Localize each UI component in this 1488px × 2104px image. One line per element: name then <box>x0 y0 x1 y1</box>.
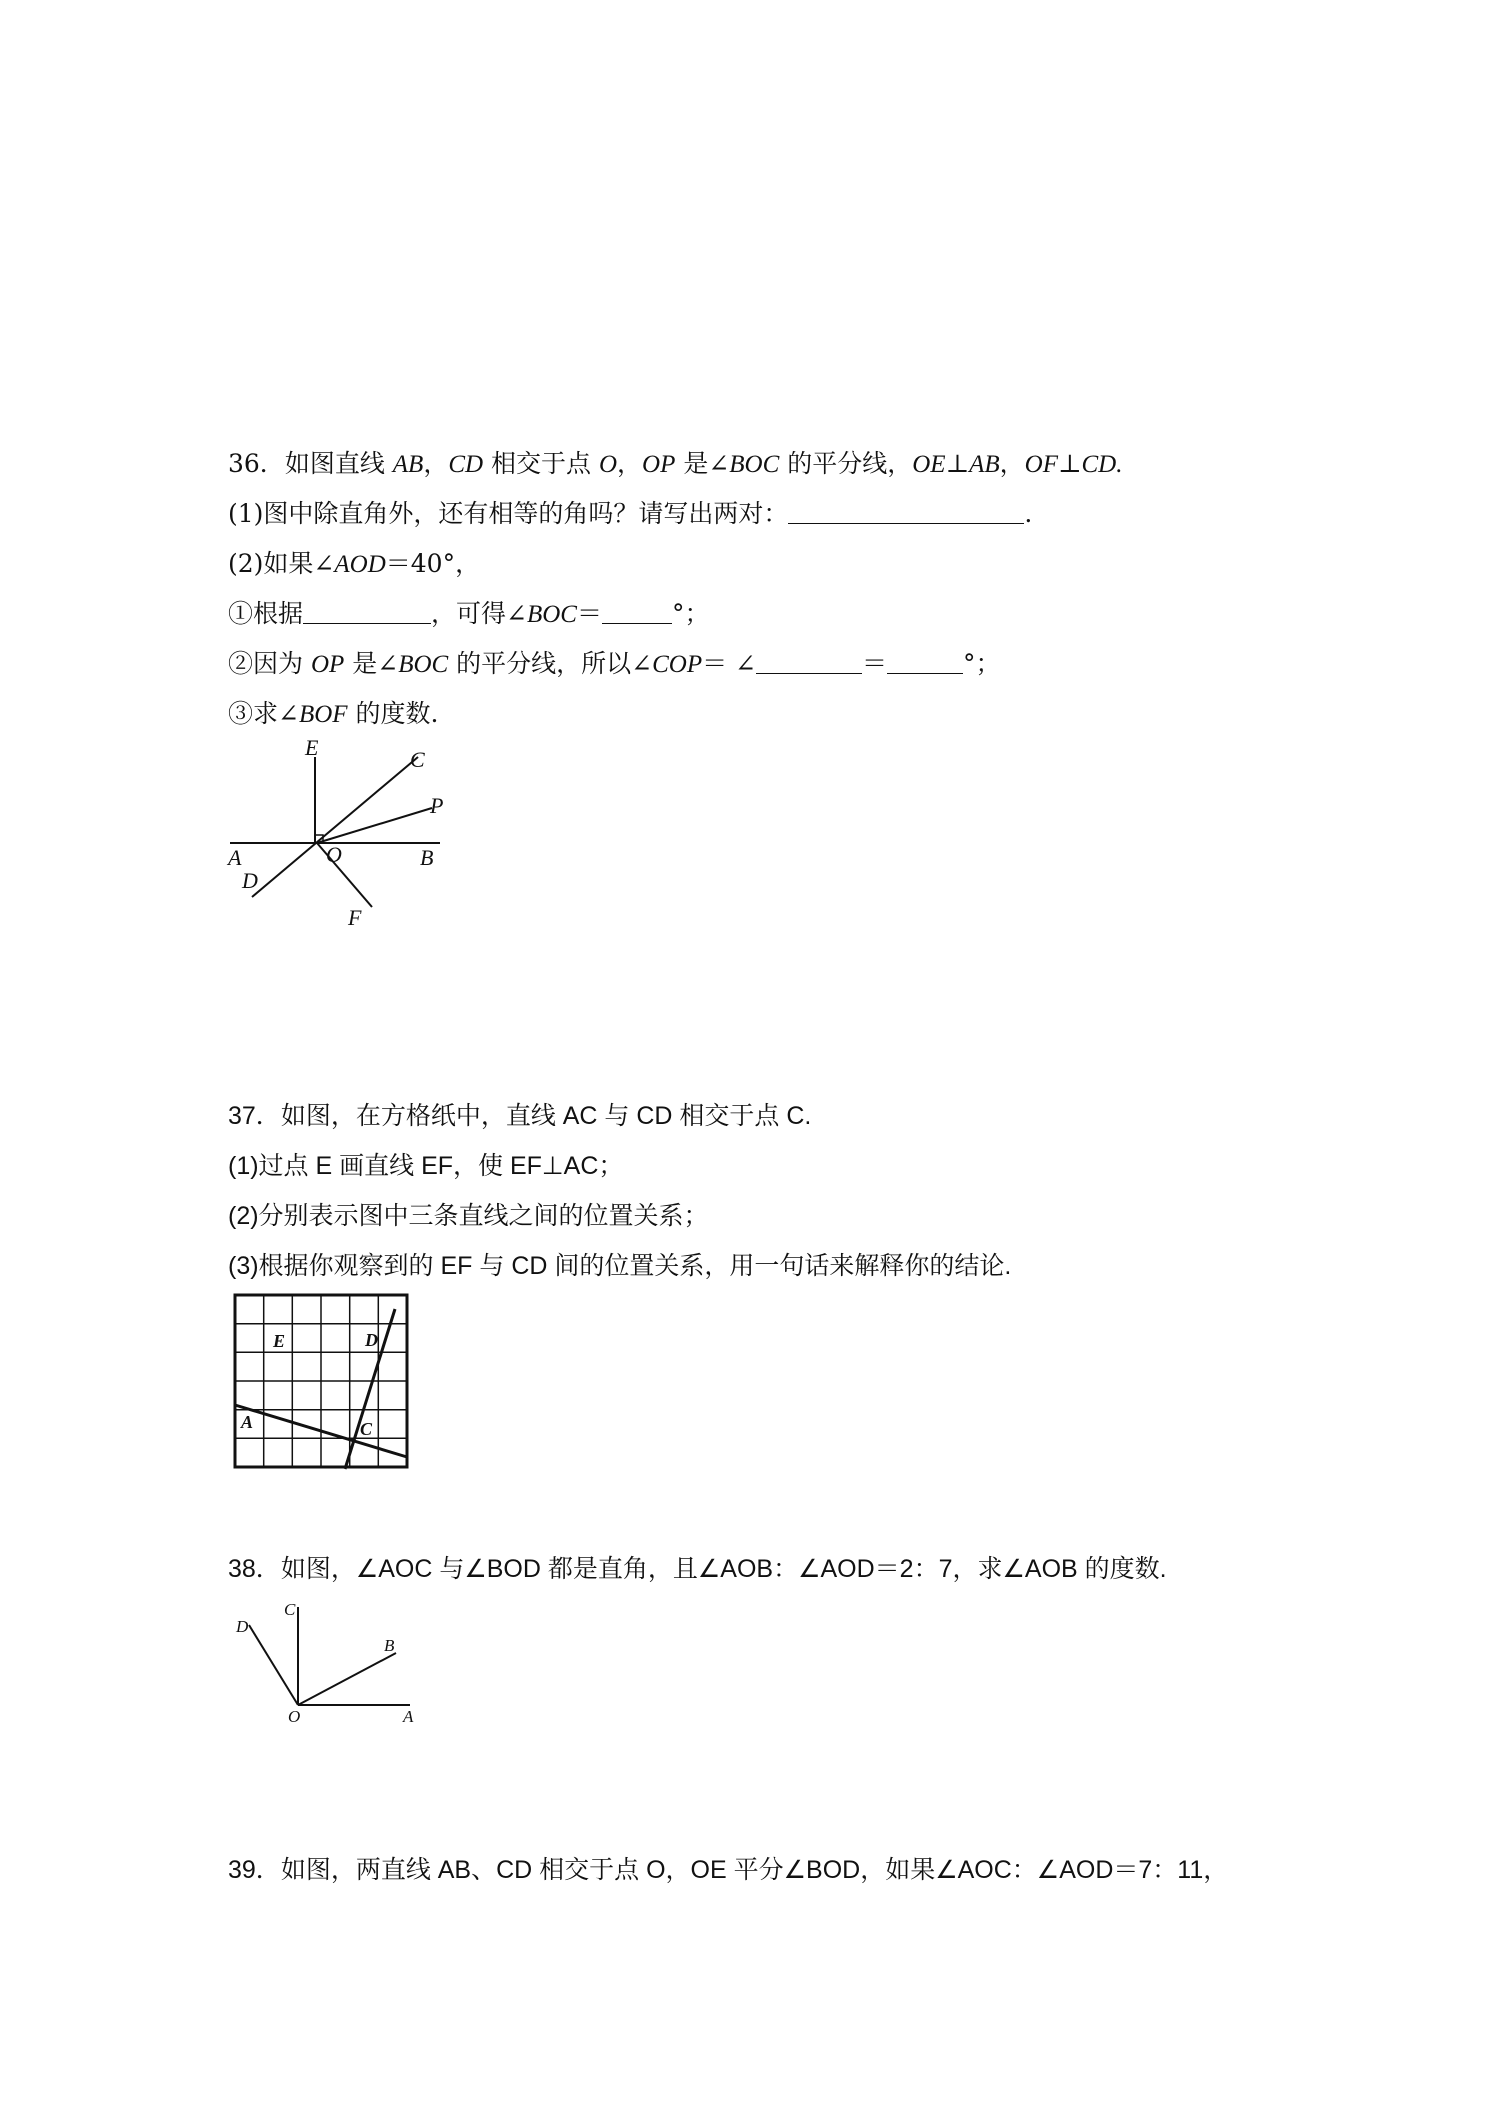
label-o: O <box>326 842 342 867</box>
label-b: B <box>384 1636 395 1655</box>
label-c: C <box>284 1600 296 1619</box>
answer-blank[interactable] <box>788 501 1024 524</box>
q37-stem: 37．如图，在方格纸中，直线 AC 与 CD 相交于点 C. <box>228 1102 812 1130</box>
q36-part2-3: ③求∠BOF 的度数. <box>228 699 439 728</box>
label-d: D <box>365 1330 378 1350</box>
q39-number: 39． <box>228 1856 281 1884</box>
answer-blank[interactable] <box>887 651 963 674</box>
q37-part2: (2)分别表示图中三条直线之间的位置关系； <box>228 1202 709 1230</box>
label-e: E <box>305 735 319 760</box>
line-cd <box>252 757 418 897</box>
q38-number: 38． <box>228 1555 281 1583</box>
label-c: C <box>360 1419 373 1439</box>
label-a: A <box>228 845 242 870</box>
q37-part3: (3)根据你观察到的 EF 与 CD 间的位置关系，用一句话来解释你的结论. <box>228 1252 1012 1280</box>
q36-number: 36． <box>228 449 285 478</box>
label-p: P <box>430 793 444 818</box>
answer-blank[interactable] <box>303 601 431 624</box>
ray-ob <box>298 1653 396 1705</box>
q36-part2: (2)如果∠AOD＝40°， <box>228 549 481 578</box>
q37-grid-figure <box>233 1293 413 1473</box>
q37-number: 37． <box>228 1102 281 1130</box>
q37-part1: (1)过点 E 画直线 EF，使 EF⊥AC； <box>228 1152 624 1180</box>
label-d: D <box>236 1617 249 1636</box>
q36-part2-1: ①根据 ，可得∠BOC＝ °； <box>228 599 710 628</box>
label-e: E <box>273 1331 286 1351</box>
label-c: C <box>410 747 425 772</box>
label-f: F <box>348 905 362 930</box>
label-d: D <box>242 868 258 893</box>
answer-blank[interactable] <box>602 601 672 624</box>
grid-lines <box>235 1295 407 1467</box>
ray-od <box>249 1625 298 1705</box>
answer-blank[interactable] <box>756 651 862 674</box>
q39-stem: 39．如图，两直线 AB、CD 相交于点 O，OE 平分∠BOD，如果∠AOC：∠AOD＝7：11， <box>228 1856 1229 1884</box>
q38-figure <box>230 1595 420 1735</box>
ray-op <box>317 808 432 843</box>
q36-figure <box>220 735 460 935</box>
label-a: A <box>403 1707 414 1726</box>
q36-stem: 36．如图直线 AB，CD 相交于点 O，OP 是∠BOC 的平分线，OE⊥AB，OF⊥CD. <box>228 449 1123 478</box>
q36-part1: (1)图中除直角外，还有相等的角吗？请写出两对： . <box>228 499 1033 528</box>
q38-stem: 38．如图，∠AOC 与∠BOD 都是直角，且∠AOB：∠AOD＝2：7，求∠AOB 的度数. <box>228 1555 1167 1583</box>
q36-part2-2: ②因为 OP 是∠BOC 的平分线，所以∠COP＝ ∠ ＝ °； <box>228 649 1001 678</box>
label-o: O <box>288 1707 301 1726</box>
label-b: B <box>420 845 434 870</box>
label-a: A <box>241 1412 254 1432</box>
